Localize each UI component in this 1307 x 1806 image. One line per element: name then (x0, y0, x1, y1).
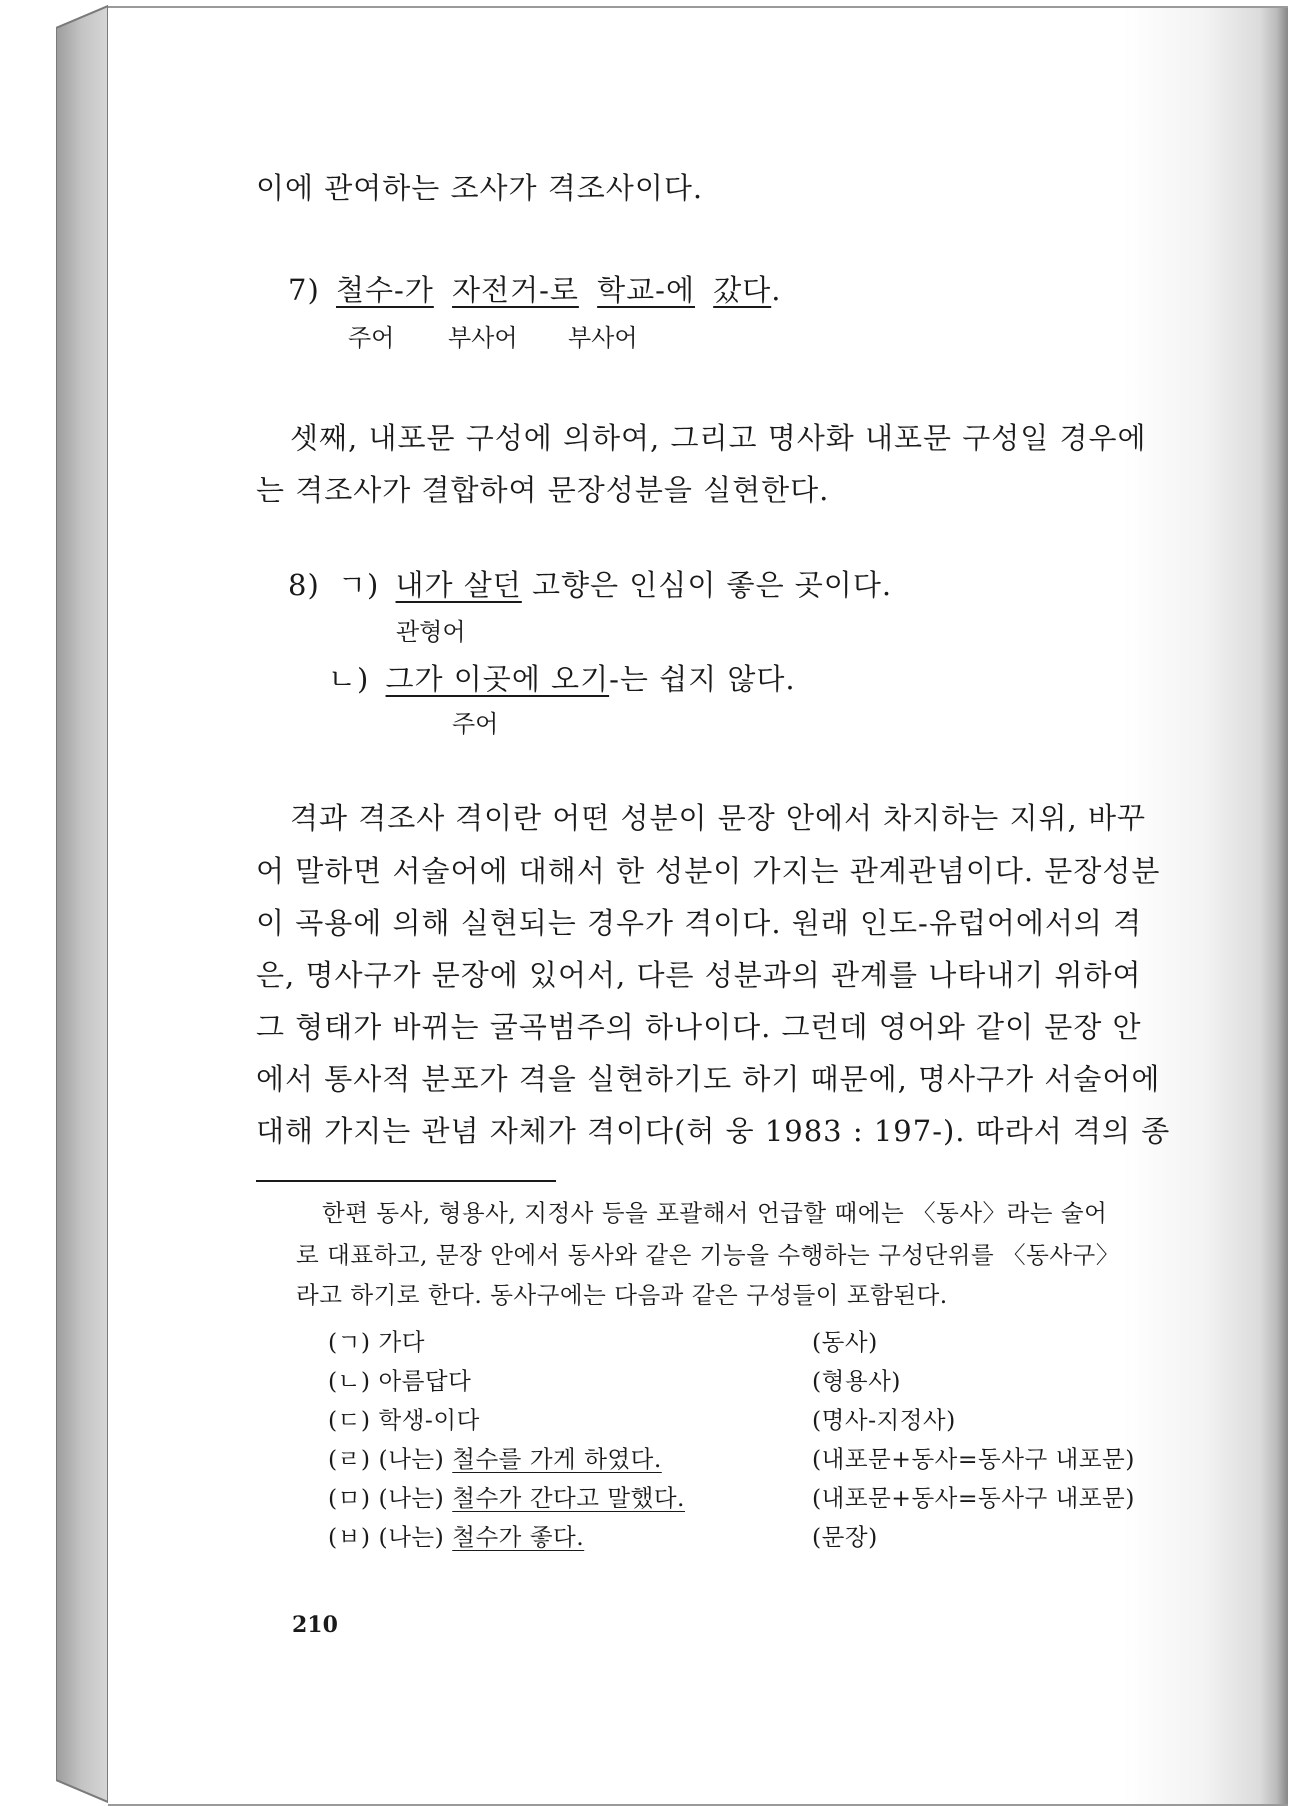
footnote-item-note: (동사) (812, 1328, 878, 1356)
item-marker: (ㄷ) (328, 1406, 371, 1434)
gloss-subject: 주어 (348, 324, 395, 352)
paragraph-case-line-3: 이 곡용에 의해 실현되는 경우가 격이다. 원래 인도-유럽어에서의 격 (256, 906, 1143, 940)
section-heading: 격과 격조사 (290, 801, 446, 835)
example-marker: ㄴ) (328, 662, 370, 696)
paragraph-third-line-1: 셋째, 내포문 구성에 의하여, 그리고 명사화 내포문 구성일 경우에 (290, 421, 1147, 455)
example-word-adverbial-1: 자전거-로 (452, 273, 579, 307)
footnote-line-2: 로 대표하고, 문장 안에서 동사와 같은 기능을 수행하는 구성단위를 〈동사구〉 (296, 1241, 1120, 1269)
paragraph-text: 격이란 어떤 성분이 문장 안에서 차지하는 지위, 바꾸 (454, 801, 1146, 835)
example-word-adverbial-2: 학교-에 (597, 273, 695, 307)
footnote-rule (256, 1180, 556, 1182)
footnote-line-1: 한편 동사, 형용사, 지정사 등을 포괄해서 언급할 때에는 〈동사〉라는 술어 (322, 1199, 1108, 1227)
paragraph-case-line-6: 에서 통사적 분포가 격을 실현하기도 하기 때문에, 명사구가 서술어에 (256, 1062, 1161, 1096)
paragraph-case-line-5: 그 형태가 바뀌는 굴곡범주의 하나이다. 그런데 영어와 같이 문장 안 (256, 1010, 1142, 1044)
paragraph-case-line-2: 어 말하면 서술어에 대해서 한 성분이 가지는 관계관념이다. 문장성분 (256, 854, 1161, 888)
footnote-item-note: (내포문+동사=동사구 내포문) (812, 1484, 1135, 1512)
footnote-item (328, 1479, 685, 1513)
item-text: 가다 (378, 1328, 425, 1356)
example-underlined-phrase: 내가 살던 (395, 568, 522, 602)
item-marker: (ㅁ) (328, 1484, 371, 1512)
gloss-adnominal: 관형어 (396, 618, 466, 646)
footnote-item-note: (명사-지정사) (812, 1406, 956, 1434)
example-number: 8) (288, 568, 320, 602)
item-underlined: 철수를 가게 하였다. (452, 1445, 662, 1473)
example-8b-line (328, 657, 796, 698)
footnote-item (328, 1323, 425, 1357)
footnote-item-note: (내포문+동사=동사구 내포문) (812, 1445, 1135, 1473)
footnote-item (328, 1401, 480, 1435)
paragraph-case-line-7: 대해 가지는 관념 자체가 격이다(허 웅 1983 : 197-). 따라서 격의 종 (256, 1114, 1171, 1148)
example-marker: ㄱ) (337, 568, 380, 602)
footnote-item-note: (형용사) (812, 1367, 901, 1395)
gloss-adverbial-2: 부사어 (568, 324, 638, 352)
item-prefix: (나는) (378, 1484, 445, 1512)
paragraph-case-line-4: 은, 명사구가 문장에 있어서, 다른 성분과의 관계를 나타내기 위하여 (256, 958, 1142, 992)
example-word-verb: 갔다 (713, 273, 772, 307)
example-underlined-phrase: 그가 이곳에 오기 (385, 662, 610, 696)
paragraph-third-line-2: 는 격조사가 결합하여 문장성분을 실현한다. (256, 473, 830, 507)
item-underlined: 철수가 간다고 말했다. (452, 1484, 685, 1512)
example-rest: -는 쉽지 않다. (609, 662, 796, 696)
page-shadow (1260, 8, 1288, 1804)
example-number: 7) (288, 273, 320, 307)
item-marker: (ㄹ) (328, 1445, 371, 1473)
item-marker: (ㄴ) (328, 1367, 371, 1395)
footnote-item-note: (문장) (812, 1523, 878, 1551)
book-edge (56, 0, 108, 1806)
example-word-subject: 철수-가 (335, 273, 434, 307)
item-text: 아름답다 (378, 1367, 472, 1395)
paragraph-case-line-1 (290, 796, 1146, 837)
example-period: . (771, 273, 782, 307)
example-rest: 고향은 인심이 좋은 곳이다. (521, 568, 893, 602)
item-prefix: (나는) (378, 1523, 445, 1551)
item-text: 학생-이다 (378, 1406, 480, 1434)
item-prefix: (나는) (378, 1445, 445, 1473)
example-7-line (288, 268, 781, 309)
item-marker: (ㅂ) (328, 1523, 371, 1551)
footnote-item (328, 1362, 471, 1396)
item-underlined: 철수가 좋다. (452, 1523, 585, 1551)
gloss-subject: 주어 (452, 710, 499, 738)
footnote-item (328, 1440, 662, 1474)
example-8a-line (288, 563, 892, 604)
footnote-item (328, 1518, 584, 1552)
footnote-line-3: 라고 하기로 한다. 동사구에는 다음과 같은 구성들이 포함된다. (296, 1281, 948, 1309)
page-number: 210 (292, 1612, 338, 1638)
continuation-line: 이에 관여하는 조사가 격조사이다. (256, 171, 704, 205)
item-marker: (ㄱ) (328, 1328, 371, 1356)
gloss-adverbial-1: 부사어 (448, 324, 518, 352)
